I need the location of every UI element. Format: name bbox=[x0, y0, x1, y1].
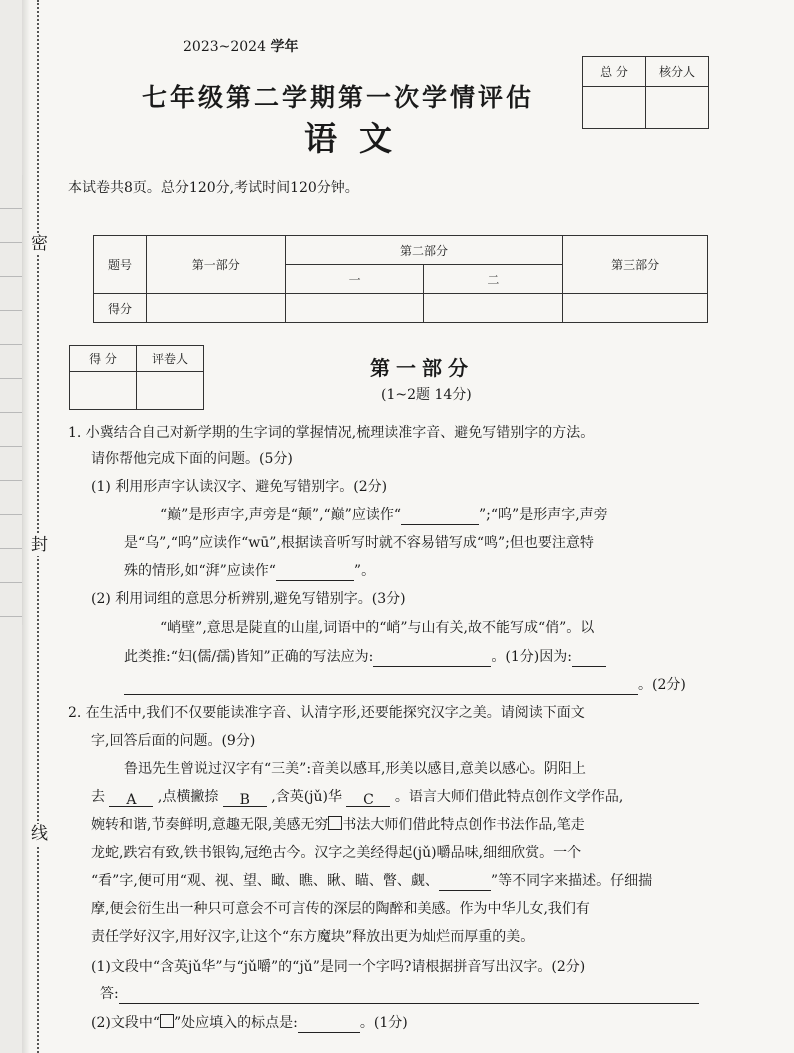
q2-subq2-answer-blank[interactable] bbox=[298, 1016, 360, 1033]
q2-blank-look-word[interactable] bbox=[439, 874, 491, 891]
q1-sub1-text-c: 殊的情形,如“湃”应读作“ bbox=[124, 563, 276, 579]
grader-box bbox=[69, 345, 204, 410]
q1-blank-dian-pinyin[interactable] bbox=[401, 508, 479, 525]
q1-blank-pai-pinyin[interactable] bbox=[276, 564, 354, 581]
q2-passage-line2 bbox=[91, 787, 623, 807]
q2-subq1-answer-blank[interactable] bbox=[119, 987, 699, 1004]
q1-sub1-text-b: ”;“呜”是形声字,声旁 bbox=[479, 507, 608, 523]
part1-score-cell[interactable] bbox=[146, 294, 285, 323]
part3-score-cell[interactable] bbox=[563, 294, 708, 323]
q2-passage-text-g: “看”字,便可用“观、视、望、瞰、瞧、瞅、瞄、瞥、觑、 bbox=[91, 873, 439, 889]
part2b-score-cell[interactable] bbox=[424, 294, 563, 323]
grader-name-cell[interactable] bbox=[137, 372, 204, 410]
q1-sub2-text-a: 此类推:“妇(儒/孺)皆知”正确的写法应为: bbox=[124, 649, 374, 665]
q2-passage-text-f: 书法大师们借此特点创作书法作品,笔走 bbox=[342, 817, 585, 833]
part3-header: 第三部分 bbox=[563, 236, 708, 294]
score-summary-table bbox=[93, 235, 708, 323]
grader-score-cell[interactable] bbox=[70, 372, 137, 410]
year-number: 2023~2024 bbox=[183, 39, 266, 55]
exam-title: 七年级第二学期第一次学情评估 bbox=[142, 83, 535, 112]
q1-sub2-line1: “峭壁”,意思是陡直的山崖,词语中的“峭”与山有关,故不能写成“俏”。以 bbox=[160, 620, 595, 636]
q2-passage-text-b: ,点横撇捺 bbox=[157, 789, 219, 805]
total-score-box bbox=[582, 56, 709, 129]
q1-stem-line2: 请你帮他完成下面的问题。(5分) bbox=[91, 451, 293, 467]
binding-grid bbox=[0, 175, 23, 625]
subject-title: 语文 bbox=[304, 119, 414, 158]
q2-stem-line2: 字,回答后面的问题。(9分) bbox=[91, 733, 256, 749]
answer-label: 答: bbox=[100, 986, 119, 1002]
part2-sub-2: 二 bbox=[424, 265, 563, 294]
q2-blank-b[interactable]: B bbox=[223, 790, 267, 807]
score-row-header: 得分 bbox=[94, 294, 147, 323]
q1-sub2-line2 bbox=[124, 647, 606, 667]
q2-passage-line5 bbox=[91, 871, 652, 891]
seal-mark-mi: 密 bbox=[31, 234, 48, 254]
q2-punctuation-box[interactable] bbox=[328, 816, 342, 830]
q1-blank-correct-word[interactable] bbox=[373, 650, 491, 667]
q1-blank-reason[interactable] bbox=[124, 678, 638, 695]
q2-passage-text-e: 婉转和谐,节奏鲜明,意趣无限,美感无穷 bbox=[91, 817, 329, 833]
part2-header: 第二部分 bbox=[285, 236, 563, 265]
total-score-label: 总 分 bbox=[583, 57, 646, 87]
part2a-score-cell[interactable] bbox=[285, 294, 424, 323]
q1-sub1-text-a: “巅”是形声字,声旁是“颠”,“巅”应读作“ bbox=[160, 507, 402, 523]
seal-dotted-line bbox=[37, 0, 39, 1053]
page-fold-shadow bbox=[22, 0, 30, 1053]
checker-label: 核分人 bbox=[646, 57, 709, 87]
checker-cell[interactable] bbox=[646, 87, 709, 129]
part1-header: 第一部分 bbox=[146, 236, 285, 294]
seal-mark-feng: 封 bbox=[31, 535, 48, 555]
q2-subq1-answer bbox=[100, 984, 699, 1004]
question-number-header: 题号 bbox=[94, 236, 147, 294]
q2-passage-text-c: ,含英(jǔ)华 bbox=[271, 789, 342, 805]
grader-name-label: 评卷人 bbox=[137, 346, 204, 372]
q1-stem-line1: 1. 小冀结合自己对新学期的生字词的掌握情况,梳理读准字音、避免写错别字的方法。 bbox=[68, 425, 595, 441]
q2-passage-text-h: ”等不同字来描述。仔细揣 bbox=[490, 873, 653, 889]
exam-intro: 本试卷共8页。总分120分,考试时间120分钟。 bbox=[68, 180, 359, 196]
q2-passage-text-d: 。语言大师们借此特点创作文学作品, bbox=[394, 789, 624, 805]
q2-subq1: (1)文段中“含英jǔ华”与“jǔ嚼”的“jǔ”是同一个字吗?请根据拼音写出汉字。(2分) bbox=[91, 959, 586, 975]
q2-passage-line6: 摩,便会衍生出一种只可意会不可言传的深层的陶醉和美感。作为中华儿女,我们有 bbox=[91, 901, 590, 917]
q1-sub1-line3 bbox=[124, 561, 375, 581]
year-suffix: 学年 bbox=[270, 39, 299, 55]
q1-sub1-line1 bbox=[160, 505, 608, 525]
q2-subq2-box-icon bbox=[160, 1014, 174, 1028]
q2-subq2 bbox=[91, 1013, 408, 1033]
q2-stem-line1: 2. 在生活中,我们不仅要能读准字音、认清字形,还要能探究汉字之美。请阅读下面文 bbox=[68, 705, 585, 721]
q1-sub2-text-b: 。(1分)因为: bbox=[491, 649, 572, 665]
q2-blank-a[interactable]: A bbox=[109, 790, 153, 807]
q1-sub1-text-d: ”。 bbox=[353, 563, 376, 579]
q1-sub2-title: (2) 利用词组的意思分析辨别,避免写错别字。(3分) bbox=[91, 591, 406, 607]
q1-sub1-title: (1) 利用形声字认读汉字、避免写错别字。(2分) bbox=[91, 479, 388, 495]
q2-subq2-text-b: ”处应填入的标点是: bbox=[174, 1015, 298, 1031]
q2-passage-line1: 鲁迅先生曾说过汉字有“三美”:音美以感耳,形美以感目,意美以感心。阴阳上 bbox=[124, 761, 586, 777]
grader-score-label: 得 分 bbox=[70, 346, 137, 372]
binding-strip bbox=[0, 0, 22, 1053]
q2-passage-line7: 责任学好汉字,用好汉字,让这个“东方魔块”释放出更为灿烂而厚重的美。 bbox=[91, 929, 535, 945]
q2-passage-line4: 龙蛇,跌宕有致,铁书银钩,冠绝古今。汉字之美经得起(jǔ)嚼品味,细细欣赏。一个 bbox=[91, 845, 582, 861]
part2-sub-1: 一 bbox=[285, 265, 424, 294]
seal-mark-xian: 线 bbox=[31, 824, 48, 844]
q2-passage-line3 bbox=[91, 815, 585, 835]
q2-subq2-text-a: (2)文段中“ bbox=[91, 1015, 160, 1031]
total-score-cell[interactable] bbox=[583, 87, 646, 129]
part-one-subtitle: (1~2题 14分) bbox=[381, 387, 472, 403]
q1-sub2-line3 bbox=[124, 675, 686, 695]
q2-blank-c[interactable]: C bbox=[346, 790, 390, 807]
part-one-title: 第一部分 bbox=[370, 356, 474, 380]
school-year bbox=[183, 36, 298, 56]
q1-blank-reason-start[interactable] bbox=[572, 650, 606, 667]
q2-passage-text-a: 去 bbox=[91, 789, 105, 805]
q2-subq2-text-c: 。(1分) bbox=[359, 1015, 408, 1031]
q1-sub2-text-c: 。(2分) bbox=[638, 677, 686, 693]
q1-sub1-line2: 是“乌”,“呜”应读作“wū”,根据读音听写时就不容易错写成“鸣”;但也要注意特 bbox=[124, 535, 594, 551]
